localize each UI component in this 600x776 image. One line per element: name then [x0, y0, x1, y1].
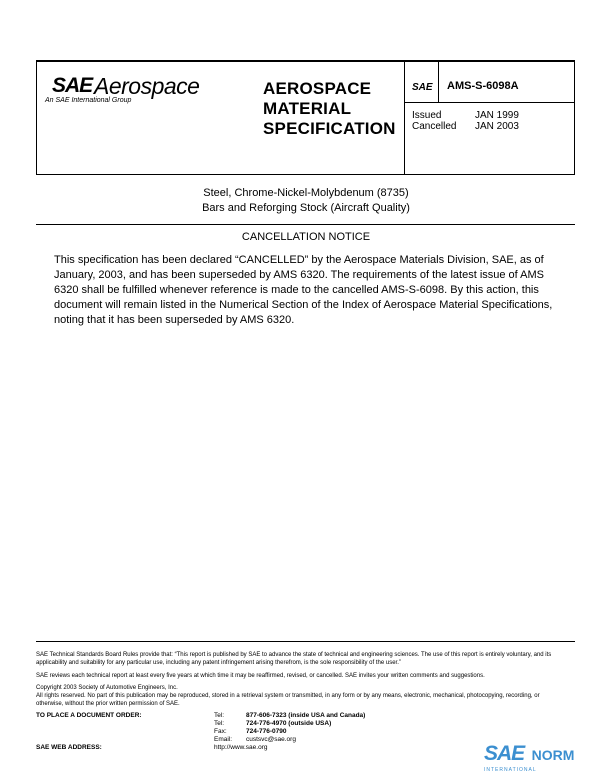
footer-para-4: All rights reserved. No part of this publication may be reproduced, stored in a retrieval system or transmitted, in any form or by any means, electronic, mechanical, photocopying, recording, or otherwise, without the prior written permission of SAE. [36, 693, 540, 707]
frame-right [574, 60, 575, 175]
sae-norm-watermark [484, 742, 584, 774]
aerospace-logo-text: Aerospace [94, 73, 200, 99]
email-label: Email: [214, 736, 233, 743]
tel2-label: Tel: [214, 720, 225, 727]
watermark-norm-label: NORM [531, 747, 575, 763]
sae-mark: SAE [412, 82, 433, 93]
title-line-3: SPECIFICATION [263, 119, 396, 138]
document-number: AMS-S-6098A [447, 80, 519, 92]
subject-divider [36, 224, 575, 225]
title-line-2: MATERIAL [263, 99, 352, 118]
issued-label: Issued [412, 110, 442, 121]
cancelled-date: JAN 2003 [475, 121, 519, 132]
subject-line-1: Steel, Chrome-Nickel-Molybdenum (8735) [203, 187, 409, 199]
top-rule [36, 60, 575, 62]
notice-heading: CANCELLATION NOTICE [241, 231, 371, 243]
document-type-title [263, 79, 396, 139]
tel1-label: Tel: [214, 712, 225, 719]
docbox-bottom [404, 102, 575, 103]
title-line-1: AEROSPACE [263, 79, 372, 98]
footer-para-2: SAE reviews each technical report at least every five years at which time it may be reaffirmed, revised, or cancelled. SAE invites your written comments and suggestions. [36, 673, 485, 679]
subject-line-2: Bars and Reforging Stock (Aircraft Quality) [202, 202, 410, 214]
tel2-value: 724-776-4970 (outside USA) [246, 720, 332, 727]
watermark-subtitle: INTERNATIONAL [484, 767, 537, 773]
logo-subtitle: An SAE International Group [45, 97, 132, 104]
order-label: TO PLACE A DOCUMENT ORDER: [36, 712, 142, 719]
issued-date: JAN 1999 [475, 110, 519, 121]
cancelled-label: Cancelled [412, 121, 457, 132]
frame-left [36, 60, 37, 175]
sae-logo: SAE [52, 74, 93, 97]
email-value[interactable]: custsvc@sae.org [246, 736, 296, 743]
docbox-mid [438, 60, 439, 102]
docbox-left [404, 60, 405, 175]
footer-para-3: Copyright 2003 Society of Automotive Engineers, Inc. [36, 685, 178, 691]
footer-rule [36, 641, 575, 642]
watermark-sae-logo: SAE [484, 742, 525, 765]
footer-para-1: SAE Technical Standards Board Rules provide that: “This report is published by SAE to advance the state of technical and engineering sciences. The use of this report is entirely voluntary, and its applicability and suitability for any particular use, including any patent infringement arising therefrom, is the sole responsibility of the user.” [36, 652, 552, 666]
web-value[interactable]: http://www.sae.org [214, 744, 268, 751]
header-divider [36, 174, 575, 175]
web-label: SAE WEB ADDRESS: [36, 744, 102, 751]
fax-value: 724-776-0790 [246, 728, 287, 735]
subject-block [36, 186, 576, 216]
tel1-value: 877-606-7323 (inside USA and Canada) [246, 712, 366, 719]
notice-body: This specification has been declared “CANCELLED” by the Aerospace Materials Division, SAE, as of January, 2003, and has been superseded by AMS 6320. The requirements of the latest issue of AMS 6320 shall be fulfilled whenever reference is made to the cancelled AMS-S-6098. By this action, this document will remain listed in the Numerical Section of the Index of Aerospace Material Specifications, noting that it has been superseded by AMS 6320. [54, 254, 553, 326]
fax-label: Fax: [214, 728, 227, 735]
